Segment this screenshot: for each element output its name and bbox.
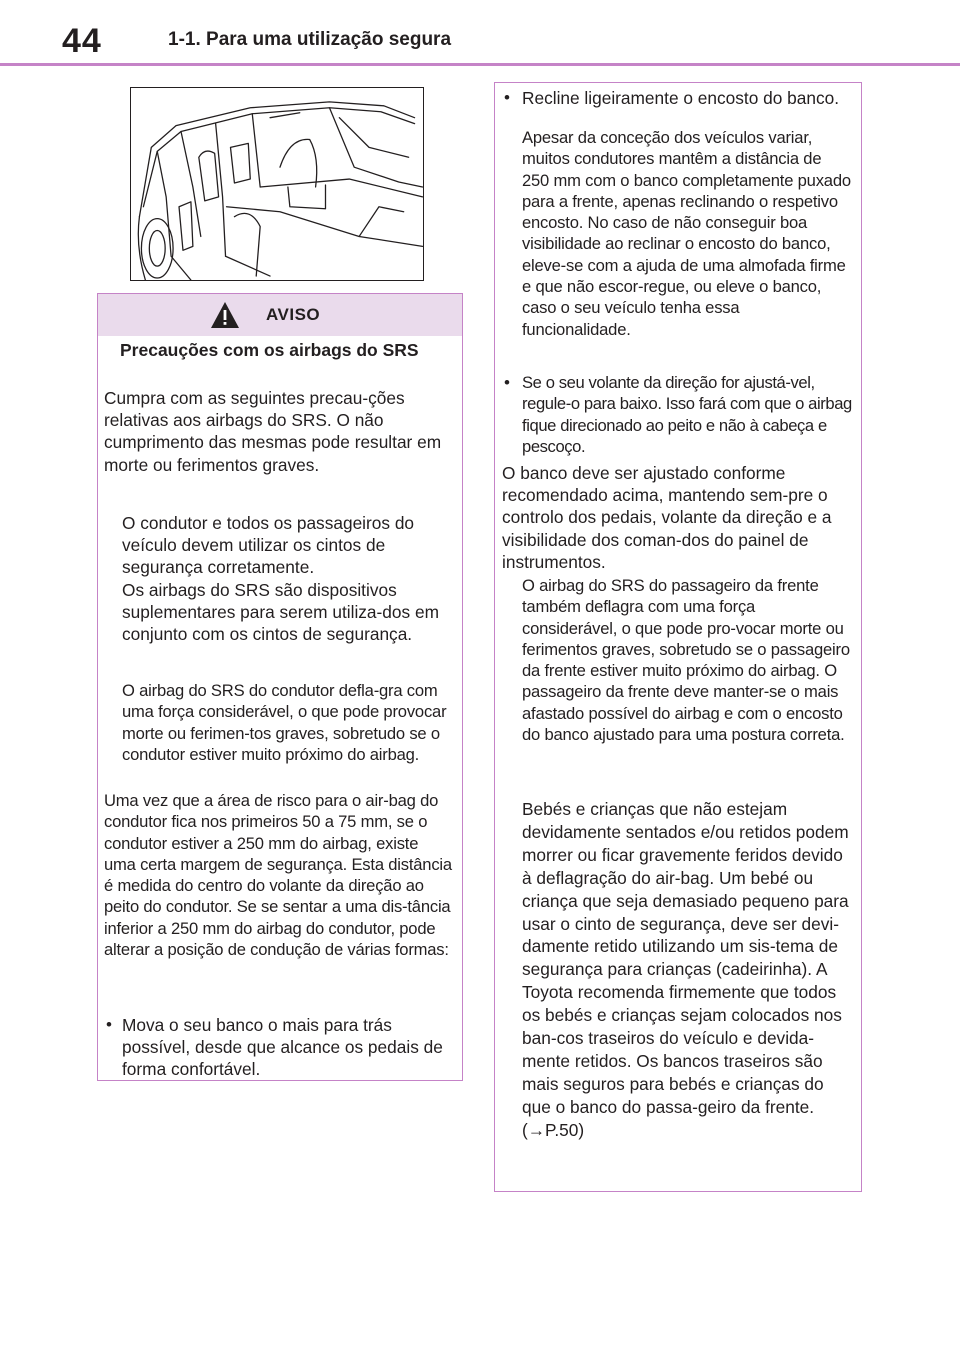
section-title: 1-1. Para uma utilização segura: [168, 29, 452, 50]
car-interior-illustration: [130, 87, 424, 281]
warning-header: [98, 294, 462, 336]
warning-label: AVISO: [266, 305, 321, 324]
bullet-marker: •: [106, 1015, 112, 1034]
bullet-marker: •: [504, 88, 510, 107]
bullet-marker: •: [504, 373, 510, 392]
bullet-recline-details: Apesar da conceção dos veículos variar, muitos condutores mantêm a distância de 250 mm com o banco completamente puxado para a frente, apenas reclinando o respetivo encosto. No caso de não conseguir boa visibilidade ao reclinar o encosto do banco, eleve-se com a ajuda de uma almofada firme e que não escor-regue, ou eleve o banco, caso o seu veículo tenha essa funcionalidade.: [522, 128, 851, 339]
header-rule: [0, 63, 960, 66]
warning-intro: Cumpra com as seguintes precau-ções relativas aos airbags do SRS. O não cumprimento das mesmas pode resultar em morte ou ferimentos graves.: [104, 388, 442, 475]
seat-adjustment-paragraph: O banco deve ser ajustado conforme recomendado acima, mantendo sem-pre o controlo dos pedais, volante da direção e a visibilidade dos coman-dos do painel de instrumentos.: [502, 463, 832, 572]
page-number: 44: [62, 22, 102, 60]
warning-item-driver-airbag: O airbag do SRS do condutor defla-gra com uma força considerável, o que pode provocar morte ou ferimen-tos graves, sobretudo se o condutor estiver muito próximo do airbag.: [122, 681, 447, 764]
warning-triangle-icon: [210, 301, 240, 329]
bullet-adjust-wheel: Se o seu volante da direção for ajustá-vel, regule-o para baixo. Isso fará com que o airbag fique direcionado ao peito e não à cabeça e pescoço.: [522, 373, 852, 456]
warning-item-passenger-airbag: O airbag do SRS do passageiro da frente também deflagra com uma força considerável, o que pode pro-vocar morte ou ferimentos graves, sobretudo se o passageiro da frente estiver muito próximo do airbag. O passageiro da frente deve manter-se o mais afastado possível do airbag e com o encosto do banco ajustado para uma postura correta.: [522, 576, 850, 745]
warning-distance-paragraph: Uma vez que a área de risco para o air-bag do condutor fica nos primeiros 50 a 75 mm, se o condutor estiver a 250 mm do airbag, existe uma certa margem de segurança. Esta distância é medida do centro do volante da direção ao peito do condutor. Se se sentar a uma dis-tância inferior a 250 mm do airbag do condutor, pode alterar a posição de condução de várias formas:: [104, 791, 452, 960]
page-header: [0, 0, 960, 66]
warning-item-seatbelts: O condutor e todos os passageiros do veículo devem utilizar os cintos de segurança corretamente.: [122, 513, 415, 578]
warning-subtitle: Precauções com os airbags do SRS: [120, 340, 419, 360]
bullet-recline-seat: Recline ligeiramente o encosto do banco.: [522, 88, 840, 108]
warning-item-supplementary: Os airbags do SRS são dispositivos suplementares para serem utiliza-dos em conjunto com os cintos de segurança.: [122, 580, 439, 645]
warning-item-children: Bebés e crianças que não estejam devidamente sentados e/ou retidos podem morrer ou ficar gravemente feridos devido à deflagração do air-bag. Um bebé ou criança que seja demasiado pequeno para usar o cinto de segurança, deve ser devi-damente retido utilizando um sis-tema de segurança para crianças (cadeirinha). A Toyota recomenda firmemente que todos os bebés e crianças sejam colocados nos ban-cos traseiros do veículo e devida-mente retidos. Os bancos traseiros são mais seguros para bebés e crianças do que o banco do passa-geiro da frente. (→P.50): [522, 799, 849, 1140]
bullet-move-seat: Mova o seu banco o mais para trás possível, desde que alcance os pedais de forma confortável.: [122, 1015, 443, 1080]
